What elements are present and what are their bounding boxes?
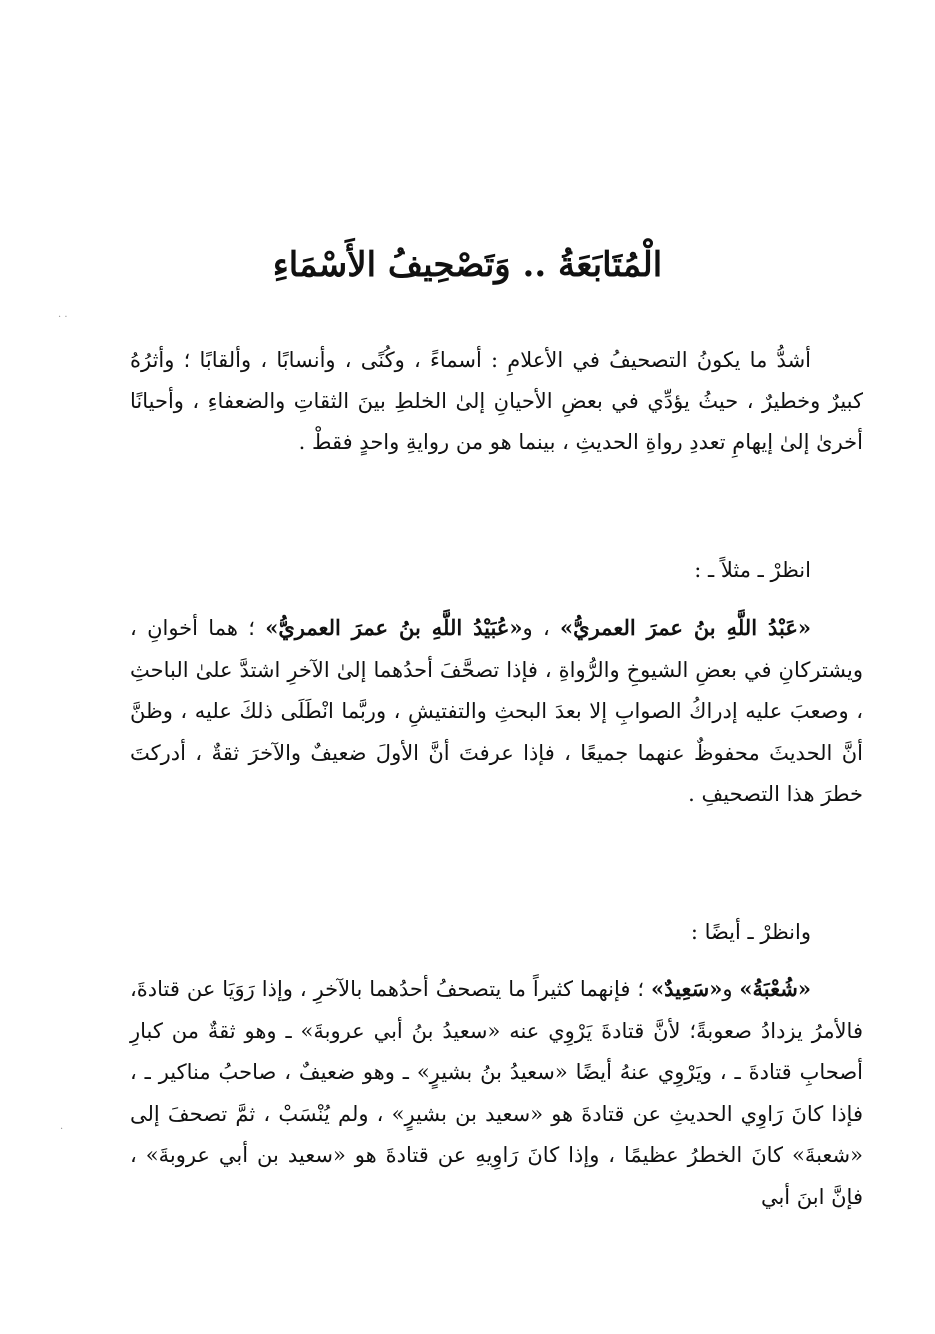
example-1-section: [130, 607, 863, 816]
label-example-1: [130, 550, 863, 590]
paragraph-abdullah-ubaidullah: [130, 607, 863, 816]
paragraph-body: ؛ فإنهما كثيراً ما يتصحفُ أحدُهما بالآخرِ ، وإذا رَوَيَا عن قتادةَ، فالأمرُ يزدادُ صعوبةً؛ لأنَّ قتادةَ يَرْوِي عنه «سعيدُ بنُ أبي عروبةَ» ـ وهو ثقةٌ من كبارِ أصحابِ قتادةَ ـ ، ويَرْوِي عنهُ أيضًا «سعيدُ بنُ بشيرٍ» ـ وهو ضعيفٌ ، صاحبُ مناكير ـ ، فإذا كانَ رَاوِي الحديثِ عن قتادةَ هو «سعيد بن بشيرٍ» ، ولم يُنْسَبْ ، ثمَّ تصحفَ إلى «شعبةَ» كانَ الخطرُ عظيمًا ، وإذا كانَ رَاوِيهِ عن قتادةَ هو «سعيد بن أبي عروبةَ» ، فإنَّ ابنَ أبي: [130, 977, 863, 1209]
conjunction: ، و: [522, 616, 561, 640]
name-abdullah: «عَبْدُ اللَّهِ بنُ عمرَ العمريُّ»: [560, 615, 811, 640]
margin-speck: · ·: [58, 312, 68, 323]
paragraph-body: ؛ هما أخوانِ ، ويشتركانِ في بعضِ الشيوخِ والرُّواةِ ، فإذا تصحَّفَ أحدُهما إلىٰ الآخرِ اشتدَّ علىٰ الباحثِ ، وصعبَ عليه إدراكُ الصوابِ إلا بعدَ البحثِ والتفتيشِ ، وربَّما انْطَلَى ذلكَ عليه ، وظنَّ أنَّ الحديثَ محفوظٌ عنهما جميعًا ، فإذا عرفتَ أنَّ الأولَ ضعيفٌ والآخرَ ثقةٌ ، أدركتَ خطرَ هذا التصحيفِ .: [130, 616, 863, 806]
label-look-example: انظرْ ـ مثلاً ـ :: [694, 558, 811, 582]
name-shuba: «شُعْبَةُ»: [739, 976, 811, 1001]
name-ubaidullah: «عُبَيْدُ اللَّهِ بنُ عمرَ العمريُّ»: [265, 615, 523, 640]
intro-section: [130, 340, 863, 463]
example-2-section: [130, 968, 863, 1218]
page-title: الْمُتَابَعَةُ .. وَتَصْحِيفُ الأَسْمَاءِ: [272, 245, 663, 285]
name-said: «سَعِيدٌ»: [650, 976, 723, 1001]
margin-speck: ·: [60, 1124, 64, 1135]
label-example-2: [130, 912, 863, 952]
label-look-also: وانظرْ ـ أيضًا :: [690, 920, 811, 944]
paragraph-shuba-said: [130, 968, 863, 1218]
conjunction: و: [722, 977, 740, 1001]
paragraph-intro: أشدُّ ما يكونُ التصحيفُ في الأعلامِ : أسماءً ، وكُنًى ، وأنسابًا ، وألقابًا ؛ وأثرُهُ كبيرٌ وخطيرٌ ، حيثُ يؤدِّي في بعضِ الأحيانِ إلىٰ الخلطِ بينَ الثقاتِ والضعفاءِ ، وأحيانًا أخرىٰ إلىٰ إيهامِ تعددِ رواةِ الحديثِ ، بينما هو من روايةِ واحدٍ فقطْ .: [130, 348, 863, 454]
